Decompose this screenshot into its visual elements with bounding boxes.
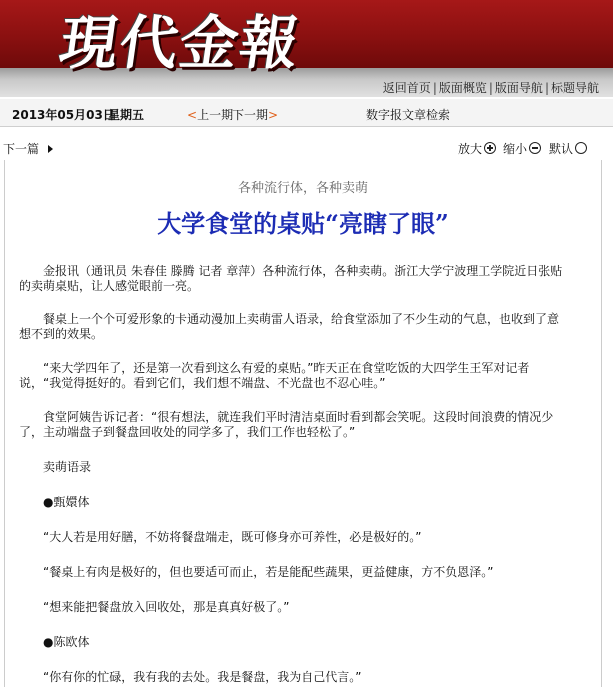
article-quote: “你有你的忙碌，我有我的去处。我是餐盘，我为自己代言。”	[19, 670, 362, 684]
arrow-right-icon: >	[268, 108, 279, 122]
date-bar	[0, 99, 613, 127]
nav-separator: |	[488, 81, 493, 95]
next-issue-link[interactable]	[232, 106, 278, 123]
nav-title-navigation-link[interactable]: 标题导航	[550, 81, 599, 95]
newspaper-logo[interactable]: 現代金報	[55, 9, 305, 77]
article-search-link[interactable]: 数字报文章检索	[366, 108, 451, 122]
article-toolbar	[0, 138, 613, 158]
next-issue-label: 下一期	[232, 108, 269, 122]
zoom-out-label: 缩小	[503, 142, 528, 156]
article-paragraph: 金报讯（通讯员 朱春佳 滕腾 记者 章萍）各种流行体，各种卖萌。浙江大学宁波理工学院近日张贴的卖萌桌贴，让人感觉眼前一亮。	[19, 264, 563, 293]
zoom-in-button[interactable]	[458, 140, 496, 157]
section-heading: 卖萌语录	[19, 460, 92, 474]
previous-issue-link[interactable]	[187, 106, 233, 123]
article-quote: “餐桌上有肉是极好的，但也要适可而止，若是能配些蔬果，更益健康，方不负恩泽。”	[19, 565, 494, 579]
issue-date: 2013年05月03日	[12, 108, 115, 122]
top-navigation	[383, 79, 599, 96]
article-quote: “想来能把餐盘放入回收处，那是真真好极了。”	[19, 600, 290, 614]
reset-zoom-button[interactable]	[549, 140, 587, 157]
nav-layout-overview-link[interactable]: 版面概览	[438, 81, 487, 95]
previous-issue-label: 上一期	[197, 108, 234, 122]
arrow-left-icon: <	[187, 108, 198, 122]
zoom-out-button[interactable]	[503, 140, 541, 157]
nav-separator: |	[432, 81, 437, 95]
style-heading: ●甄嬛体	[19, 495, 90, 509]
minus-circle-icon	[529, 142, 541, 154]
circle-icon	[575, 142, 587, 154]
article-quote: “大人若是用好膳，不妨将餐盘端走，既可修身亦可养性，必是极好的。”	[19, 530, 422, 544]
nav-separator: |	[544, 81, 549, 95]
nav-home-link[interactable]: 返回首页	[382, 81, 431, 95]
article-paragraph: 食堂阿姨告诉记者：“很有想法，就连我们平时清洁桌面时看到都会笑呢。这段时间浪费的情况少了，主动端盘子到餐盘回收处的同学多了，我们工作也轻松了。”	[19, 410, 554, 439]
plus-circle-icon	[484, 142, 496, 154]
nav-layout-navigation-link[interactable]: 版面导航	[494, 81, 543, 95]
style-heading: ●陈欧体	[19, 635, 90, 649]
triangle-right-icon	[48, 145, 53, 153]
article-subtitle: 各种流行体，各种卖萌	[237, 181, 368, 196]
article-headline: 大学食堂的桌贴“亮瞎了眼”	[157, 209, 449, 238]
next-article-label: 下一篇	[3, 142, 40, 156]
zoom-in-label: 放大	[458, 142, 483, 156]
article-body	[4, 160, 602, 687]
issue-weekday: 星期五	[108, 108, 145, 122]
article-paragraph: 餐桌上一个个可爱形象的卡通动漫加上卖萌雷人语录，给食堂添加了不少生动的气息，也收到了意想不到的效果。	[19, 312, 560, 341]
reset-zoom-label: 默认	[549, 142, 574, 156]
masthead	[0, 0, 613, 97]
article-paragraph: “来大学四年了，还是第一次看到这么有爱的桌贴。”昨天正在食堂吃饭的大四学生王军对记者说，“我觉得挺好的。看到它们，我们想不端盘、不光盘也不忍心哇。”	[19, 361, 530, 390]
next-article-button[interactable]	[3, 140, 53, 157]
